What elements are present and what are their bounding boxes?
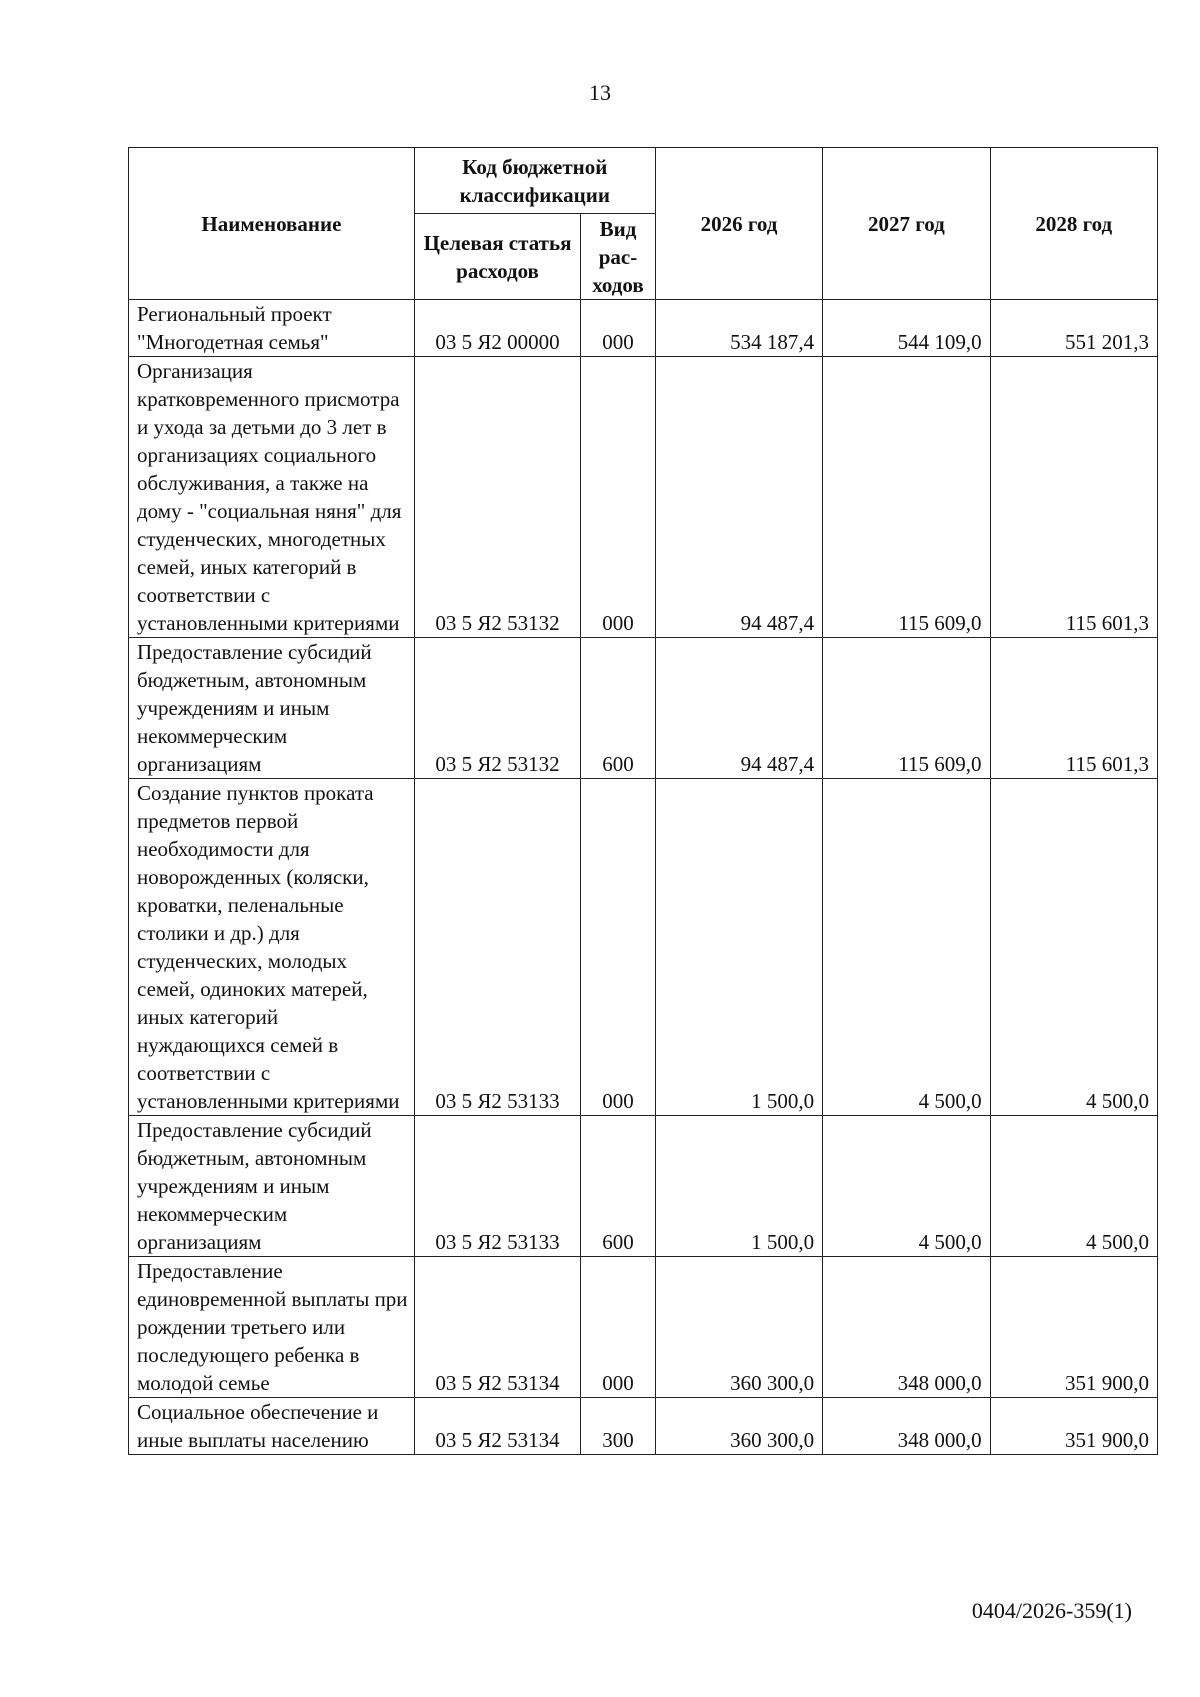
- row-name: Региональный проект "Многодетная семья": [129, 300, 415, 357]
- row-code: 03 5 Я2 53134: [414, 1257, 580, 1398]
- row-2026: 360 300,0: [655, 1398, 822, 1455]
- row-2027: 348 000,0: [823, 1398, 990, 1455]
- row-name: Предоставление субсидий бюджетным, автономным учреждениям и иным некоммерческим организациям: [129, 1116, 415, 1257]
- row-2028: 551 201,3: [990, 300, 1157, 357]
- row-code: 03 5 Я2 53132: [414, 638, 580, 779]
- table-row: [129, 357, 1158, 638]
- row-2027: 544 109,0: [823, 300, 990, 357]
- header-name: Наименование: [129, 148, 415, 300]
- row-2027: 4 500,0: [823, 779, 990, 1116]
- row-2027: 115 609,0: [823, 357, 990, 638]
- row-code: 03 5 Я2 53133: [414, 1116, 580, 1257]
- row-kind: 300: [581, 1398, 656, 1455]
- table-row: [129, 779, 1158, 1116]
- row-2028: 4 500,0: [990, 779, 1157, 1116]
- row-2026: 534 187,4: [655, 300, 822, 357]
- table-row: [129, 1257, 1158, 1398]
- row-name: Социальное обеспечение и иные выплаты населению: [129, 1398, 415, 1455]
- row-name: Создание пунктов проката предметов первой необходимости для новорожденных (коляски, кроватки, пеленальные столики и др.) для студенческих, молодых семей, одиноких матерей, иных категорий нуждающихся семей в соответствии с установленными критериями: [129, 779, 415, 1116]
- header-budget-code: Код бюджетной классификации: [414, 148, 655, 214]
- row-code: 03 5 Я2 53132: [414, 357, 580, 638]
- document-id: 0404/2026-359(1): [971, 1598, 1132, 1623]
- table-row: [129, 638, 1158, 779]
- header-target-article: Целевая статья расходов: [414, 214, 580, 300]
- row-name: Организация кратковременного присмотра и ухода за детьми до 3 лет в организациях социального обслуживания, а также на дому - "социальная няня" для студенческих, многодетных семей, иных категорий в соответствии с установленными критериями: [129, 357, 415, 638]
- header-year-2028: 2028 год: [990, 148, 1157, 300]
- row-kind: 600: [581, 1116, 656, 1257]
- row-2028: 115 601,3: [990, 357, 1157, 638]
- row-2026: 1 500,0: [655, 779, 822, 1116]
- row-2026: 94 487,4: [655, 638, 822, 779]
- row-2027: 4 500,0: [823, 1116, 990, 1257]
- row-2026: 1 500,0: [655, 1116, 822, 1257]
- row-kind: 000: [581, 300, 656, 357]
- table-row: [129, 1398, 1158, 1455]
- row-2028: 351 900,0: [990, 1257, 1157, 1398]
- row-code: 03 5 Я2 00000: [414, 300, 580, 357]
- row-2026: 360 300,0: [655, 1257, 822, 1398]
- budget-table: [128, 147, 1158, 1455]
- row-2026: 94 487,4: [655, 357, 822, 638]
- row-code: 03 5 Я2 53133: [414, 779, 580, 1116]
- row-kind: 600: [581, 638, 656, 779]
- row-2027: 348 000,0: [823, 1257, 990, 1398]
- row-kind: 000: [581, 779, 656, 1116]
- row-2028: 351 900,0: [990, 1398, 1157, 1455]
- row-2028: 115 601,3: [990, 638, 1157, 779]
- table-row: [129, 300, 1158, 357]
- table-row: [129, 1116, 1158, 1257]
- header-expense-type: Вид рас-ходов: [581, 214, 656, 300]
- row-kind: 000: [581, 1257, 656, 1398]
- header-year-2026: 2026 год: [655, 148, 822, 300]
- row-kind: 000: [581, 357, 656, 638]
- header-year-2027: 2027 год: [823, 148, 990, 300]
- row-2027: 115 609,0: [823, 638, 990, 779]
- page-number: 13: [589, 80, 611, 105]
- row-name: Предоставление субсидий бюджетным, автономным учреждениям и иным некоммерческим организациям: [129, 638, 415, 779]
- row-2028: 4 500,0: [990, 1116, 1157, 1257]
- row-code: 03 5 Я2 53134: [414, 1398, 580, 1455]
- row-name: Предоставление единовременной выплаты при рождении третьего или последующего ребенка в молодой семье: [129, 1257, 415, 1398]
